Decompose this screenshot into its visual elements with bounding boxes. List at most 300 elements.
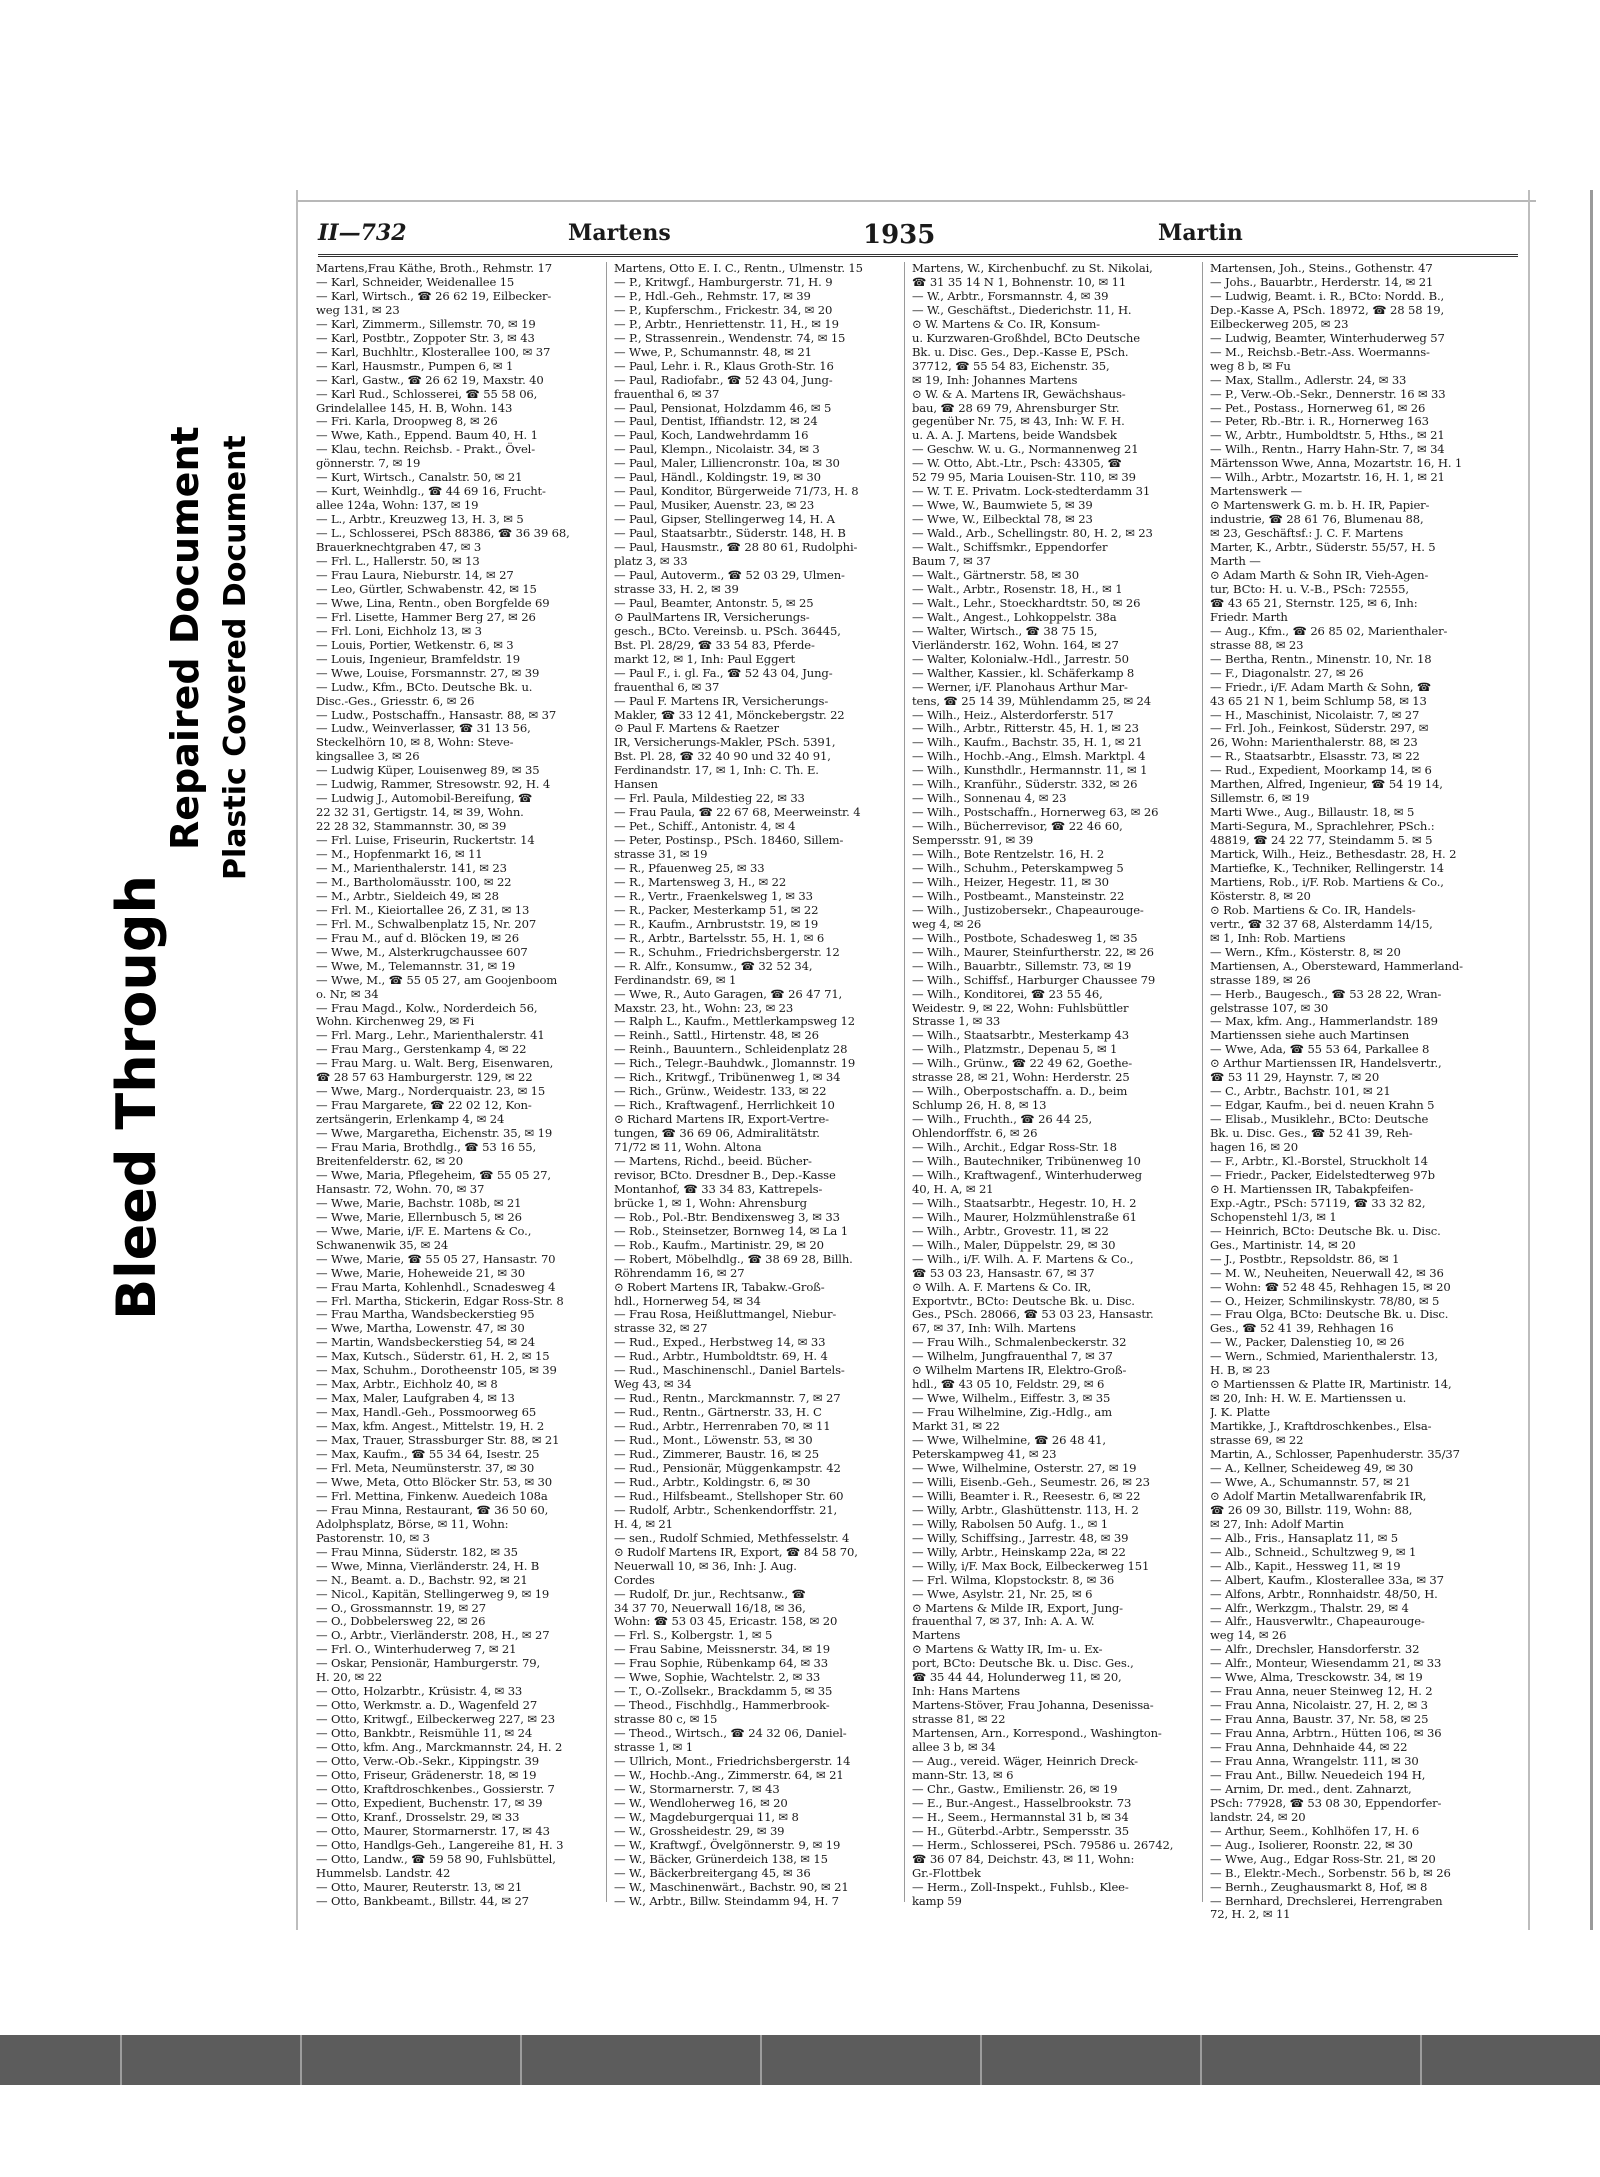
directory-entry-line: Vierländerstr. 162, Wohn. 164, ✉ 27 [912,637,1119,652]
directory-entry-line: — Werner, i/F. Planohaus Arthur Mar- [912,679,1128,694]
directory-entry-line: — W., Bäckerbreitergang 45, ✉ 36 [614,1865,811,1880]
directory-entry-line: — Herm., Zoll-Inspekt., Fuhlsb., Klee- [912,1879,1129,1894]
directory-entry-line: — Karl, Hausmstr., Pumpen 6, ✉ 1 [316,358,514,373]
directory-entry-line: — Frau Marta, Kohlenhdl., Scnadesweg 4 [316,1279,556,1294]
directory-entry-line: — Rich., Kraftwagenf., Herrlichkeit 10 [614,1098,835,1113]
directory-entry-line: Ferdinandstr. 17, ✉ 1, Inh: C. Th. E. [614,763,819,778]
directory-entry-line: — Martens, Richd., beeid. Bücher- [614,1154,812,1168]
directory-entry-line: — Wilh., Kaufm., Bachstr. 35, H. 1, ✉ 21 [912,735,1143,750]
directory-entry-line: ✉ 19, Inh: Johannes Martens [912,372,1078,387]
directory-entry-line: — M., Bartholomäusstr. 100, ✉ 22 [316,874,512,889]
directory-entry-line: strasse 31, ✉ 19 [614,847,708,862]
directory-entry-line: — Alfons, Arbtr., Ronnhaidstr. 48/50, H. [1210,1586,1438,1601]
directory-entry-line: Sempersstr. 91, ✉ 39 [912,833,1034,848]
directory-entry-line: Martiensen, A., Obersteward, Hammerland- [1210,958,1463,973]
directory-entry-line: — Wilh., Arbtr., Mozartstr. 16, H. 1, ✉ 21 [1210,470,1445,485]
directory-entry-line: — Wilh., Bautechniker, Tribünenweg 10 [912,1154,1141,1168]
directory-entry-line: — Wilh., Maurer, Holzmühlenstraße 61 [912,1209,1137,1224]
facing-page-edge [1590,190,1593,1930]
directory-entry-line: — Frau Marg. u. Walt. Berg, Eisenwaren, [316,1056,554,1071]
directory-entry-line: — W., Maschinenwärt., Bachstr. 90, ✉ 21 [614,1879,849,1894]
directory-entry-line: — Willy, Schiffsing., Jarrestr. 48, ✉ 39 [912,1530,1129,1545]
directory-entry-line: — P., Strassenrein., Wendenstr. 74, ✉ 15 [614,330,846,345]
directory-entry-line: 48819, ☎ 24 22 77, Steindamm 5. ✉ 5 [1210,833,1433,848]
directory-entry-line: 40, H. A, ✉ 21 [912,1181,994,1196]
directory-entry-line: — Willy, Arbtr., Heinskamp 22a, ✉ 22 [912,1544,1126,1559]
directory-entry-line: — Rudolf, Arbtr., Schenkendorffstr. 21, [614,1502,838,1517]
directory-entry-line: ✉ 23, Geschäftsf.: J. C. F. Martens [1210,526,1404,541]
directory-entry-line: strasse 32, ✉ 27 [614,1321,708,1336]
directory-entry-line: — Paul, Radiofabr., ☎ 52 43 04, Jung- [614,372,833,387]
directory-entry-line: revisor, BCto. Dresdner B., Dep.-Kasse [614,1167,836,1182]
directory-entry-line: — Wilh., Grünw., ☎ 22 49 62, Goethe- [912,1056,1133,1071]
directory-entry-line: — Frl. Marg., Lehr., Marienthalerstr. 41 [316,1028,545,1043]
directory-entry-line: Wohn. Kirchenweg 29, ✉ Fi [316,1014,475,1029]
directory-entry-line: — Wwe, R., Auto Garagen, ☎ 26 47 71, [614,986,843,1001]
directory-entry-line: — Paul, Musiker, Auenstr. 23, ✉ 23 [614,498,815,513]
directory-entry-line: — Reinh., Bauuntern., Schleidenplatz 28 [614,1042,848,1057]
directory-entry-line: ⊙ Martens & Watty IR, Im- u. Ex- [912,1642,1103,1657]
directory-entry-line: — Wwe, Wilhelm., Eiffestr. 3, ✉ 35 [912,1391,1111,1406]
directory-entry-line: — Wilh., Kunsthdlr., Hermannstr. 11, ✉ 1 [912,763,1148,778]
directory-entry-line: ☎ 36 07 84, Deichstr. 43, ✉ 11, Wohn: [912,1851,1135,1866]
directory-entry-line: H. B, ✉ 23 [1210,1363,1271,1378]
directory-entry-line: 67, ✉ 37, Inh: Wilh. Martens [912,1321,1076,1336]
directory-entry-line: strasse 69, ✉ 22 [1210,1433,1304,1448]
directory-entry-line: — Wilh., Postbote, Schadesweg 1, ✉ 35 [912,930,1138,945]
directory-entry-line: gelstrasse 107, ✉ 30 [1210,1000,1329,1015]
directory-entry-line: — Wwe, Kath., Eppend. Baum 40, H. 1 [316,428,538,443]
directory-entry-line: — Ludwig, Rammer, Stresowstr. 92, H. 4 [316,777,551,792]
directory-entry-line: gönnerstr. 7, ✉ 19 [316,456,421,471]
directory-entry-line: ⊙ W. Martens & Co. IR, Konsum- [912,316,1100,331]
directory-entry-line: Martensen, Joh., Steins., Gothenstr. 47 [1210,262,1433,275]
directory-entry-line: — Otto, Kranf., Drosselstr. 29, ✉ 33 [316,1809,520,1824]
directory-entry-line: — Walt., Lehr., Stoeckhardtstr. 50, ✉ 26 [912,595,1141,610]
directory-entry-line: — W., Arbtr., Forsmannstr. 4, ✉ 39 [912,288,1109,303]
directory-entry-line: Marth — [1210,554,1261,569]
directory-entry-line: — Paul, Konditor, Bürgerweide 71/73, H. 8 [614,484,859,499]
directory-entry-line: — Frl. Lisette, Hammer Berg 27, ✉ 26 [316,609,536,624]
scanner-shadow-tick [980,2035,982,2085]
directory-entry-line: — Paul, Autoverm., ☎ 52 03 29, Ulmen- [614,567,845,582]
directory-entry-line: 71/72 ✉ 11, Wohn. Altona [614,1140,762,1155]
directory-entry-line: ⊙ PaulMartens IR, Versicherungs- [614,609,810,624]
directory-entry-line: — Martin, Wandsbeckerstieg 54, ✉ 24 [316,1335,535,1350]
directory-entry-line: — Ludwig, Beamter, Winterhuderweg 57 [1210,330,1445,345]
directory-entry-line: Martiens, Rob., i/F. Rob. Martiens & Co., [1210,874,1444,889]
directory-entry-line: ☎ 43 65 21, Sternstr. 125, ✉ 6, Inh: [1210,595,1418,610]
directory-entry-line: — Max, Kaufm., ☎ 55 34 64, Isestr. 25 [316,1447,540,1462]
directory-entry-line: — Ludw., Postschaffn., Hansastr. 88, ✉ 37 [316,707,557,722]
directory-entry-line: — Wwe, A., Schumannstr. 57, ✉ 21 [1210,1474,1411,1489]
directory-entry-line: ⊙ Martenswerk G. m. b. H. IR, Papier- [1210,498,1430,513]
directory-entry-line: Weidestr. 9, ✉ 22, Wohn: Fuhlsbüttler [912,1000,1129,1015]
directory-entry-line: — Wilh., Justizobersekr., Chapeaurouge- [912,902,1144,917]
directory-entry-line: — Walt., Angest., Lohkoppelstr. 38a [912,609,1117,624]
directory-entry-line: — Karl Rud., Schlosserei, ☎ 55 58 06, [316,386,538,401]
directory-entry-line: — Otto, Holzarbtr., Krüsistr. 4, ✉ 33 [316,1684,523,1699]
directory-entry-line: — Wwe, Maria, Pflegeheim, ☎ 55 05 27, [316,1167,551,1182]
directory-entry-line: — Rud., Arbtr., Humboldtstr. 69, H. 4 [614,1349,828,1364]
directory-entry-line: Steckelhörn 10, ✉ 8, Wohn: Steve- [316,735,514,750]
directory-entry-line: — C., Arbtr., Bachstr. 101, ✉ 21 [1210,1084,1391,1099]
directory-entry-line: — Wwe, Minna, Vierländerstr. 24, H. B [316,1558,540,1573]
directory-entry-line: — Rud., Pensionär, Müggenkampstr. 42 [614,1460,841,1475]
directory-entry-line: Kösterstr. 8, ✉ 20 [1210,888,1311,903]
directory-entry-line: — Wilh., i/F. Wilh. A. F. Martens & Co., [912,1251,1134,1266]
directory-entry-line: — Wilh., Bücherrevisor, ☎ 22 46 60, [912,819,1123,834]
directory-entry-line: weg 4, ✉ 26 [912,916,982,931]
directory-entry-line: — Wilhelm, Jungfrauenthal 7, ✉ 37 [912,1349,1113,1364]
directory-entry-line: — Wwe, W., Eilbecktal 78, ✉ 23 [912,512,1093,527]
directory-entry-line: — Otto, Maurer, Reuterstr. 13, ✉ 21 [316,1879,523,1894]
directory-entry-line: weg 131, ✉ 23 [316,302,400,317]
directory-entry-line: Makler, ☎ 33 12 41, Mönckebergstr. 22 [614,707,845,722]
directory-entry-line: — Wwe, Marg., Norderquaistr. 23, ✉ 15 [316,1084,546,1099]
scanner-shadow-tick [520,2035,522,2085]
directory-entry-line: 34 37 70, Neuerwall 16/18, ✉ 36, [614,1600,806,1615]
directory-entry-line: — R., Kaufm., Arnbruststr. 19, ✉ 19 [614,916,819,931]
directory-entry-line: — Paul, Staatsarbtr., Süderstr. 148, H. B [614,526,846,541]
bleed-through-label: Bleed Through [105,875,168,1320]
directory-entry-line: weg 8 b, ✉ Fu [1210,358,1291,373]
directory-entry-line: — Rob., Pol.-Btr. Bendixensweg 3, ✉ 33 [614,1209,840,1224]
directory-entry-line: — Otto, Kritwgf., Eilbeckerweg 227, ✉ 23 [316,1712,555,1727]
directory-entry-line: — Ullrich, Mont., Friedrichsbergerstr. 14 [614,1753,851,1768]
directory-entry-line: — Arnim, Dr. med., dent. Zahnarzt, [1210,1781,1412,1796]
directory-entry-line: Cordes [614,1572,655,1587]
directory-entry-line: — Alfr., Werkzgm., Thalstr. 29, ✉ 4 [1210,1600,1409,1615]
directory-entry-line: — Otto, Friseur, Grädenerstr. 18, ✉ 19 [316,1767,537,1782]
directory-entry-line: — Ludwig Küper, Louisenweg 89, ✉ 35 [316,763,540,778]
directory-entry-line: Brauerknechtgraben 47, ✉ 3 [316,540,482,555]
directory-entry-line: — W., Hochb.-Ang., Zimmerstr. 64, ✉ 21 [614,1767,844,1782]
directory-entry-line: o. Nr, ✉ 34 [316,986,379,1001]
directory-entry-line: — Fri. Karla, Droopweg 8, ✉ 26 [316,414,498,429]
directory-entry-line: — Wwe, Wilhelmine, Osterstr. 27, ✉ 19 [912,1460,1137,1475]
directory-entry-line: — Willi, Eisenb.-Geh., Seumestr. 26, ✉ 23 [912,1474,1150,1489]
directory-entry-line: — Rud., Maschinenschl., Daniel Bartels- [614,1363,845,1378]
directory-entry-line: — Arthur, Seem., Kohlhöfen 17, H. 6 [1210,1823,1420,1838]
directory-entry-line: — Rich., Telegr.-Bauhdwk., Jlomannstr. 19 [614,1056,856,1071]
directory-entry-line: — Alfr., Hausverwltr., Chapeaurouge- [1210,1614,1425,1629]
directory-entry-line: — Karl, Buchhltr., Klosterallee 100, ✉ 37 [316,344,551,359]
directory-entry-line: — Otto, Bankbtr., Reismühle 11, ✉ 24 [316,1726,533,1741]
directory-entry-line: — Frl. Martha, Stickerin, Edgar Ross-Str. 8 [316,1293,564,1308]
directory-entry-line: — Frau Anna, Baustr. 37, Nr. 58, ✉ 25 [1210,1712,1429,1727]
directory-entry-line: zertsängerin, Erlenkamp 4, ✉ 24 [316,1112,505,1127]
directory-entry-line: strasse 80 c, ✉ 15 [614,1712,718,1727]
scanner-shadow-tick [1200,2035,1202,2085]
directory-entry-line: — Frl. L., Hallerstr. 50, ✉ 13 [316,554,480,569]
directory-entry-line: — Karl, Zimmerm., Sillemstr. 70, ✉ 19 [316,316,536,331]
directory-entry-line: — O., Grossmannstr. 19, ✉ 27 [316,1600,487,1615]
directory-entry-line: Dep.-Kasse A, PSch. 18972, ☎ 28 58 19, [1210,302,1445,317]
directory-entry-line: — L., Arbtr., Kreuzweg 13, H. 3, ✉ 5 [316,512,524,527]
directory-entry-line: — Wwe, Asylstr. 21, Nr. 25, ✉ 6 [912,1586,1093,1601]
directory-entry-line: — Max, Stallm., Adlerstr. 24, ✉ 33 [1210,372,1407,387]
directory-entry-line: H. 4, ✉ 21 [614,1516,673,1531]
directory-entry-line: Bst. Pl. 28/29, ☎ 33 54 83, Pferde- [614,637,815,652]
directory-entry-line: — Rud., Arbtr., Herrenraben 70, ✉ 11 [614,1419,831,1434]
directory-entry-line: Neuerwall 10, ✉ 36, Inh: J. Aug. [614,1558,797,1573]
directory-entry-line: — R., Staatsarbtr., Elsasstr. 73, ✉ 22 [1210,749,1420,764]
directory-entry-line: — Paul, Pensionat, Holzdamm 46, ✉ 5 [614,400,832,415]
directory-entry-line: Marter, K., Arbtr., Süderstr. 55/57, H. 5 [1210,540,1436,555]
directory-entry-line: — Albert, Kaufm., Klosterallee 33a, ✉ 37 [1210,1572,1444,1587]
directory-entry-line: — Edgar, Kaufm., bei d. neuen Krahn 5 [1210,1098,1435,1113]
directory-entry-line: — sen., Rudolf Schmied, Methfesselstr. 4 [614,1530,850,1545]
directory-entry-line: Exportvtr., BCto: Deutsche Bk. u. Disc. [912,1293,1135,1308]
directory-entry-line: Eilbeckerweg 205, ✉ 23 [1210,316,1349,331]
directory-entry-line: 22 32 31, Gertigstr. 14, ✉ 39, Wohn. [316,805,524,820]
directory-entry-line: Martin, A., Schlosser, Papenhuderstr. 35/37 [1210,1447,1460,1462]
directory-entry-line: — Wwe, Meta, Otto Blöcker Str. 53, ✉ 30 [316,1474,552,1489]
directory-entry-line: — Rud., Rentn., Marckmannstr. 7, ✉ 27 [614,1391,841,1406]
directory-entry-line: ⊙ Adam Marth & Sohn IR, Vieh-Agen- [1210,567,1429,582]
directory-entry-line: — B., Elektr.-Mech., Sorbenstr. 56 b, ✉ 26 [1210,1865,1451,1880]
directory-entry-line: ⊙ W. & A. Martens IR, Gewächshaus- [912,386,1126,401]
directory-entry-line: — Frau Anna, Arbtrn., Hütten 106, ✉ 36 [1210,1726,1442,1741]
directory-entry-line: — Frau Martha, Wandsbeckerstieg 95 [316,1307,535,1322]
directory-entry-line: port, BCto: Deutsche Bk. u. Disc. Ges., [912,1656,1134,1671]
column-divider [606,262,607,1902]
directory-entry-line: — Paul, Gipser, Stellingerweg 14, H. A [614,512,835,527]
directory-entry-line: Sillemstr. 6, ✉ 19 [1210,791,1310,806]
directory-column-4 [1210,262,1500,1922]
directory-entry-line: — Paul, Maler, Lilliencronstr. 10a, ✉ 30 [614,456,840,471]
directory-entry-line: — Paul F. Martens IR, Versicherungs- [614,693,829,708]
directory-entry-line: — Rud., Arbtr., Koldingstr. 6, ✉ 30 [614,1474,811,1489]
directory-entry-line: landstr. 24, ✉ 20 [1210,1809,1306,1824]
directory-entry-line: — H., Güterbd.-Arbtr., Sempersstr. 35 [912,1823,1130,1838]
directory-entry-line: — Wern., Kfm., Kösterstr. 8, ✉ 20 [1210,944,1401,959]
directory-entry-line: — Max, Maler, Laufgraben 4, ✉ 13 [316,1391,515,1406]
directory-entry-line: Adolphsplatz, Börse, ✉ 11, Wohn: [316,1516,509,1531]
directory-entry-line: — Frl. M., Schwalbenplatz 15, Nr. 207 [316,916,537,931]
directory-entry-line: — Rich., Kritwgf., Tribünenweg 1, ✉ 34 [614,1070,841,1085]
directory-entry-line: — Karl, Postbtr., Zoppoter Str. 3, ✉ 43 [316,330,535,345]
directory-entry-line: — Aug., vereid. Wäger, Heinrich Dreck- [912,1753,1138,1768]
directory-entry-line: — Aug., Isolierer, Roonstr. 22, ✉ 30 [1210,1837,1413,1852]
directory-entry-line: ☎ 35 44 44, Holunderweg 11, ✉ 20, [912,1670,1122,1685]
directory-entry-line: — Frau Ant., Billw. Neuedeich 194 H, [1210,1767,1426,1782]
directory-entry-line: — Wilh., Bote Rentzelstr. 16, H. 2 [912,847,1105,862]
directory-entry-line: — Frau Rosa, Heißluttmangel, Niebur- [614,1307,837,1322]
directory-entry-line: — Paul F., i. gl. Fa., ☎ 52 43 04, Jung- [614,665,833,680]
directory-entry-line: bau, ☎ 28 69 79, Ahrensburger Str. [912,400,1120,415]
directory-entry-line: industrie, ☎ 28 61 76, Blumenau 88, [1210,512,1424,527]
directory-entry-line: Bk. u. Disc. Ges., Dep.-Kasse E, PSch. [912,344,1129,359]
scanner-shadow-tick [1420,2035,1422,2085]
directory-entry-line: kamp 59 [912,1893,962,1908]
directory-entry-line: — Wwe, Sophie, Wachtelstr. 2, ✉ 33 [614,1670,821,1685]
scanner-shadow-tick [760,2035,762,2085]
directory-entry-line: frauenthal 7, ✉ 37, Inh: A. A. W. [912,1614,1095,1629]
directory-entry-line: — R. Alfr., Konsumw., ☎ 32 52 34, [614,958,813,973]
directory-entry-line: Schlump 26, H. 8, ✉ 13 [912,1098,1047,1113]
directory-entry-line: — Wwe, Margaretha, Eichenstr. 35, ✉ 19 [316,1126,553,1141]
directory-entry-line: — Frl. O., Winterhuderweg 7, ✉ 21 [316,1642,517,1657]
directory-entry-line: — Paul, Hausmstr., ☎ 28 80 61, Rudolphi- [614,540,858,555]
directory-entry-line: — Alfr., Drechsler, Hansdorferstr. 32 [1210,1642,1420,1657]
directory-entry-line: 52 79 95, Maria Louisen-Str. 110, ✉ 39 [912,470,1136,485]
directory-entry-line: — Nicol., Kapitän, Stellingerweg 9, ✉ 19 [316,1586,550,1601]
directory-entry-line: — Frl. Loni, Eichholz 13, ✉ 3 [316,623,482,638]
directory-entry-line: u. Kurzwaren-Großhdel, BCto Deutsche [912,330,1140,345]
directory-entry-line: — R., Packer, Mesterkamp 51, ✉ 22 [614,902,819,917]
directory-entry-line: — Willy, Arbtr., Glashüttenstr. 113, H. 2 [912,1502,1139,1517]
directory-entry-line: — Frl. Mettina, Finkenw. Auedeich 108a [316,1488,548,1503]
directory-entry-line: Weg 43, ✉ 34 [614,1377,692,1392]
directory-entry-line: — Frl. Joh., Feinkost, Süderstr. 297, ✉ [1210,721,1429,736]
directory-entry-line: Wohn: ☎ 53 03 45, Ericastr. 158, ✉ 20 [614,1614,838,1629]
directory-entry-line: — Friedr., i/F. Adam Marth & Sohn, ☎ [1210,679,1432,694]
directory-entry-line: — Paul, Beamter, Antonstr. 5, ✉ 25 [614,595,814,610]
directory-entry-line: — Walter, Kolonialw.-Hdl., Jarrestr. 50 [912,651,1129,666]
directory-entry-line: — R., Pfauenweg 25, ✉ 33 [614,860,765,875]
directory-entry-line: — Wilh., Arbtr., Grovestr. 11, ✉ 22 [912,1223,1109,1238]
directory-entry-line: — Wald., Arb., Schellingstr. 80, H. 2, ✉ 23 [912,526,1153,541]
directory-entry-line: ⊙ Adolf Martin Metallwarenfabrik IR, [1210,1488,1427,1503]
directory-entry-line: — P., Kritwgf., Hamburgerstr. 71, H. 9 [614,274,833,289]
directory-entry-line: Exp.-Agtr., PSch: 57119, ☎ 33 32 82, [1210,1195,1426,1210]
directory-entry-line: Martens, W., Kirchenbuchf. zu St. Nikolai, [912,262,1153,275]
directory-entry-line: — R., Schuhm., Friedrichsbergerstr. 12 [614,944,840,959]
directory-entry-line: — Wwe, Alma, Tresckowstr. 34, ✉ 19 [1210,1670,1423,1685]
directory-entry-line: Martiefke, K., Techniker, Rellingerstr. 14 [1210,860,1444,875]
directory-entry-line: frauenthal 6, ✉ 37 [614,386,720,401]
directory-entry-line: strasse 33, H. 2, ✉ 39 [614,581,739,596]
directory-entry-line: — Wwe, Louise, Forsmannstr. 27, ✉ 39 [316,665,540,680]
directory-entry-line: — Paul, Klempn., Nicolaistr. 34, ✉ 3 [614,442,820,457]
directory-entry-line: — Otto, Maurer, Stormarnerstr. 17, ✉ 43 [316,1823,550,1838]
directory-entry-line: — Walt., Schiffsmkr., Eppendorfer [912,540,1108,555]
directory-entry-line: — J., Postbtr., Repsoldstr. 86, ✉ 1 [1210,1251,1400,1266]
directory-entry-line: — Alb., Kapit., Hessweg 11, ✉ 19 [1210,1558,1401,1573]
directory-entry-line: — Rudolf, Dr. jur., Rechtsanw., ☎ [614,1586,806,1601]
directory-entry-line: Hummelsb. Landstr. 42 [316,1865,451,1880]
directory-entry-line: — Wwe, Marie, i/F. E. Martens & Co., [316,1223,532,1238]
directory-entry-line: gegenüber Nr. 75, ✉ 43, Inh: W. F. H. [912,414,1125,429]
directory-entry-line: — Johs., Bauarbtr., Herderstr. 14, ✉ 21 [1210,274,1434,289]
page-header [318,220,1518,257]
scanner-shadow-tick [120,2035,122,2085]
directory-entry-line: — Otto, Landw., ☎ 59 58 90, Fuhlsbüttel, [316,1851,556,1866]
directory-entry-line: — Alb., Schneid., Schultzweg 9, ✉ 1 [1210,1544,1417,1559]
directory-entry-line: — M. W., Neuheiten, Neuerwall 42, ✉ 36 [1210,1265,1444,1280]
directory-entry-line: — Louis, Ingenieur, Bramfeldstr. 19 [316,651,520,666]
directory-entry-line: Ges., Martinistr. 14, ✉ 20 [1210,1237,1356,1252]
directory-entry-line: — Willy, Rabolsen 50 Aufg. 1., ✉ 1 [912,1516,1108,1531]
directory-entry-line: kingsallee 3, ✉ 26 [316,749,420,764]
directory-entry-line: — Walt., Arbtr., Rosenstr. 18, H., ✉ 1 [912,581,1123,596]
directory-entry-line: Bk. u. Disc. Ges., ☎ 52 41 39, Reh- [1210,1126,1413,1141]
directory-entry-line: — Pet., Postass., Hornerweg 61, ✉ 26 [1210,400,1426,415]
directory-entry-line: — P., Kupferschm., Frickestr. 34, ✉ 20 [614,302,833,317]
directory-entry-line: J. K. Platte [1210,1405,1270,1420]
directory-entry-line: — Wwe, Marie, Hoheweide 21, ✉ 30 [316,1265,525,1280]
directory-entry-line: — Ralph L., Kaufm., Mettlerkampsweg 12 [614,1014,856,1029]
directory-entry-line: ✉ 27, Inh: Adolf Martin [1210,1516,1344,1531]
directory-entry-line: — Wilh., Sonnenau 4, ✉ 23 [912,791,1067,806]
directory-entry-line: — Max, kfm. Angest., Mittelstr. 19, H. 2 [316,1419,545,1434]
directory-entry-line: ☎ 28 57 63 Hamburgerstr. 129, ✉ 22 [316,1070,533,1085]
directory-entry-line: — Rud., Mont., Löwenstr. 53, ✉ 30 [614,1433,813,1448]
directory-entry-line: — Peter, Rb.-Btr. i. R., Hornerweg 163 [1210,414,1429,429]
directory-entry-line: — Frau Anna, Nicolaistr. 27, H. 2, ✉ 3 [1210,1698,1428,1713]
directory-entry-line: IR, Versicherungs-Makler, PSch. 5391, [614,735,836,750]
directory-entry-line: Hansen [614,777,658,792]
page-left-edge [296,190,298,1930]
directory-entry-line: — Wern., Schmied, Marienthalerstr. 13, [1210,1349,1438,1364]
directory-entry-line: — Wilh., Oberpostschaffn. a. D., beim [912,1084,1128,1099]
directory-entry-line: — M., Marienthalerstr. 141, ✉ 23 [316,860,507,875]
directory-entry-line: Marthen, Alfred, Ingenieur, ☎ 54 19 14, [1210,777,1443,792]
directory-entry-line: Martens,Frau Käthe, Broth., Rehmstr. 17 [316,262,552,275]
directory-entry-line: — Pet., Schiff., Antonistr. 4, ✉ 4 [614,819,796,834]
directory-entry-line: — Walt., Gärtnerstr. 58, ✉ 30 [912,567,1079,582]
directory-entry-line: Martens, Otto E. I. C., Rentn., Ulmenstr. 15 [614,262,863,275]
directory-entry-line: — Wwe, Marie, Bachstr. 108b, ✉ 21 [316,1195,522,1210]
directory-entry-line: — Wilh., Hochb.-Ang., Elmsh. Marktpl. 4 [912,749,1146,764]
directory-entry-line: hagen 16, ✉ 20 [1210,1140,1298,1155]
directory-entry-line: 22 28 32, Stammannstr. 30, ✉ 39 [316,819,507,834]
directory-entry-line: Pastorenstr. 10, ✉ 3 [316,1530,430,1545]
directory-entry-line: — Paul, Dentist, Iffiandstr. 12, ✉ 24 [614,414,818,429]
directory-entry-line: — Rud., Zimmerer, Baustr. 16, ✉ 25 [614,1447,819,1462]
directory-column-2 [614,262,894,1922]
directory-entry-line: ⊙ Rob. Martiens & Co. IR, Handels- [1210,902,1416,917]
directory-entry-line: Martikke, J., Kraftdroschkenbes., Elsa- [1210,1419,1432,1434]
directory-entry-line: — Frl. Paula, Mildestieg 22, ✉ 33 [614,791,805,806]
directory-entry-line: — Robert, Möbelhdlg., ☎ 38 69 28, Billh. [614,1251,853,1266]
directory-entry-line: — Frau Marg., Gerstenkamp 4, ✉ 22 [316,1042,527,1057]
directory-entry-line: Breitenfelderstr. 62, ✉ 20 [316,1154,463,1168]
directory-entry-line: — Wwe, Martha, Lowenstr. 47, ✉ 30 [316,1321,525,1336]
directory-entry-line: weg 14, ✉ 26 [1210,1628,1287,1643]
directory-entry-line: Hansastr. 72, Wohn. 70, ✉ 37 [316,1181,485,1196]
directory-entry-line: — Alb., Fris., Hansaplatz 11, ✉ 5 [1210,1530,1398,1545]
directory-entry-line: — M., Arbtr., Sieldeich 49, ✉ 28 [316,888,499,903]
directory-entry-line: — Wilh., Kranführ., Süderstr. 332, ✉ 26 [912,777,1138,792]
directory-entry-line: Baum 7, ✉ 37 [912,554,991,569]
scanner-bottom-shadow [0,2035,1600,2085]
directory-entry-line: vertr., ☎ 32 37 68, Alsterdamm 14/15, [1210,916,1433,931]
directory-entry-line: allee 124a, Wohn: 137, ✉ 19 [316,498,479,513]
directory-entry-line: strasse 1, ✉ 1 [614,1740,693,1755]
repaired-document-label: Repaired Document [163,426,207,850]
directory-entry-line: Martenswerk — [1210,484,1302,499]
directory-entry-line: ⊙ Richard Martens IR, Export-Vertre- [614,1112,829,1127]
directory-column-1 [316,262,596,1922]
directory-entry-line: — H., Maschinist, Nicolaistr. 7, ✉ 27 [1210,707,1420,722]
directory-entry-line: ⊙ Wilh. A. F. Martens & Co. IR, [912,1279,1092,1294]
directory-entry-line: Marti-Segura, M., Sprachlehrer, PSch.: [1210,819,1435,834]
directory-entry-line: — Frau Sabine, Meissnerstr. 34, ✉ 19 [614,1642,830,1657]
directory-entry-line: — Rud., Exped., Herbstweg 14, ✉ 33 [614,1335,826,1350]
directory-entry-line: strasse 81, ✉ 22 [912,1712,1006,1727]
directory-entry-line: ⊙ Paul F. Martens & Raetzer [614,721,779,736]
directory-entry-line: 43 65 21 N 1, beim Schlump 58, ✉ 13 [1210,693,1427,708]
directory-entry-line: — W., Packer, Dalenstieg 10, ✉ 26 [1210,1335,1405,1350]
directory-entry-line: Martens [912,1628,961,1643]
directory-entry-line: allee 3 b, ✉ 34 [912,1740,996,1755]
directory-entry-line: H. 20, ✉ 22 [316,1670,383,1685]
directory-entry-line: ✉ 1, Inh: Rob. Martiens [1210,930,1346,945]
directory-entry-line: tungen, ☎ 36 69 06, Admiralitätstr. [614,1126,820,1141]
